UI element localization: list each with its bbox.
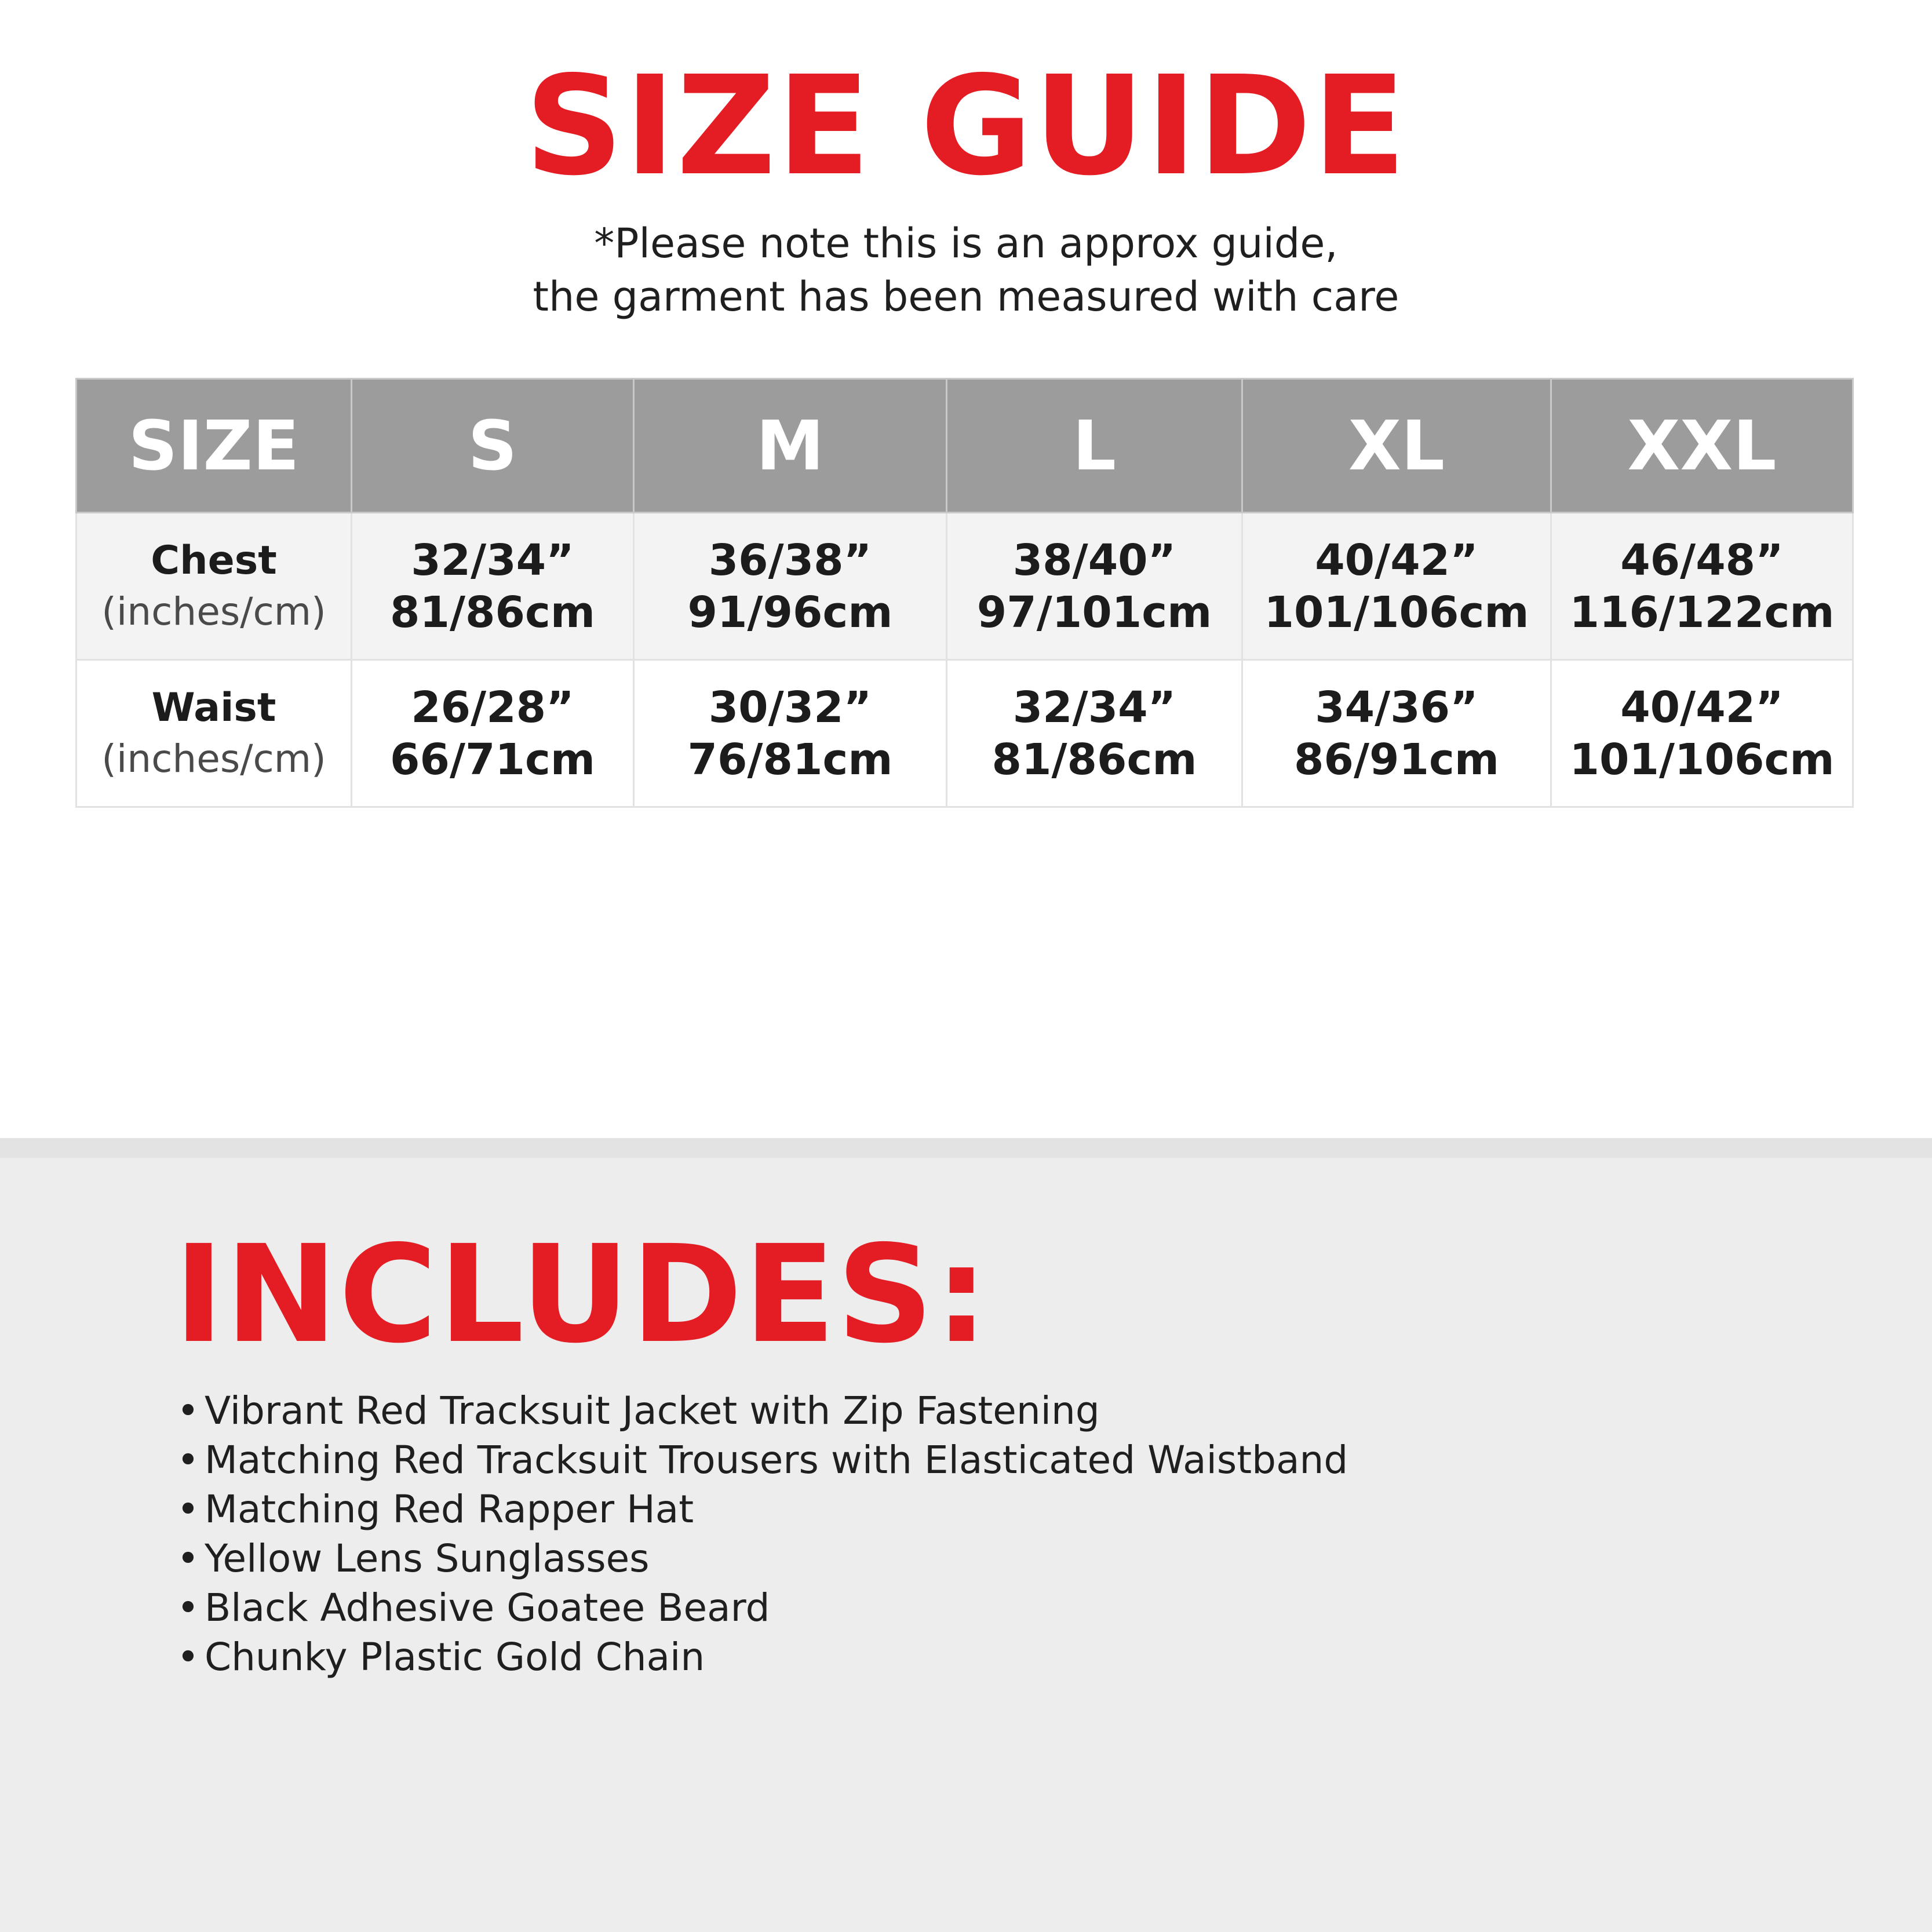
cell-inches: 38/40” bbox=[1012, 535, 1176, 585]
size-table bbox=[75, 378, 1854, 808]
table-cell-chest-s bbox=[352, 513, 634, 660]
list-item-text: Matching Red Rapper Hat bbox=[205, 1487, 694, 1532]
cell-inches: 30/32” bbox=[708, 682, 872, 732]
table-cell-waist-l bbox=[947, 660, 1242, 807]
row-label-text: Chest bbox=[151, 537, 277, 584]
column-header-xxl: XXL bbox=[1551, 379, 1853, 513]
size-note-line-2: the garment has been measured with care bbox=[533, 273, 1399, 320]
size-note bbox=[0, 217, 1932, 323]
row-label-chest bbox=[76, 513, 352, 660]
table-cell-chest-xl bbox=[1242, 513, 1551, 660]
table-cell-waist-xxl bbox=[1551, 660, 1853, 807]
cell-inches: 26/28” bbox=[411, 682, 574, 732]
table-cell-chest-l bbox=[947, 513, 1242, 660]
column-header-s: S bbox=[352, 379, 634, 513]
cell-cm: 101/106cm bbox=[1569, 734, 1835, 785]
cell-inches: 32/34” bbox=[1012, 682, 1176, 732]
cell-inches: 32/34” bbox=[411, 535, 574, 585]
table-cell-waist-xl bbox=[1242, 660, 1551, 807]
list-item bbox=[177, 1534, 1348, 1583]
list-item-text: Vibrant Red Tracksuit Jacket with Zip Fastening bbox=[205, 1388, 1100, 1433]
page-title: SIZE GUIDE bbox=[524, 46, 1408, 206]
list-item bbox=[177, 1386, 1348, 1435]
column-header-size: SIZE bbox=[76, 379, 352, 513]
table-cell-chest-xxl bbox=[1551, 513, 1853, 660]
row-label-text: Waist bbox=[151, 684, 276, 731]
table-cell-chest-m bbox=[634, 513, 947, 660]
cell-inches: 34/36” bbox=[1315, 682, 1478, 732]
cell-cm: 86/91cm bbox=[1294, 734, 1499, 785]
cell-cm: 81/86cm bbox=[991, 734, 1197, 785]
cell-cm: 81/86cm bbox=[390, 587, 595, 637]
list-item bbox=[177, 1583, 1348, 1632]
list-item bbox=[177, 1632, 1348, 1682]
row-label-unit: (inches/cm) bbox=[101, 589, 326, 634]
cell-inches: 36/38” bbox=[708, 535, 872, 585]
list-item-text: Matching Red Tracksuit Trousers with Elasticated Waistband bbox=[205, 1438, 1348, 1482]
includes-section bbox=[0, 1138, 1932, 1932]
cell-cm: 97/101cm bbox=[976, 587, 1212, 637]
list-item bbox=[177, 1485, 1348, 1534]
column-header-xl: XL bbox=[1242, 379, 1551, 513]
bullet-icon: • bbox=[177, 1388, 199, 1433]
includes-list bbox=[177, 1386, 1348, 1682]
cell-inches: 40/42” bbox=[1315, 535, 1478, 585]
list-item-text: Black Adhesive Goatee Beard bbox=[205, 1585, 770, 1630]
size-note-line-1: *Please note this is an approx guide, bbox=[594, 220, 1338, 267]
row-label-unit: (inches/cm) bbox=[101, 736, 326, 781]
table-row-waist bbox=[76, 660, 1853, 807]
table-cell-waist-m bbox=[634, 660, 947, 807]
column-header-m: M bbox=[634, 379, 947, 513]
cell-inches: 40/42” bbox=[1620, 682, 1784, 732]
cell-cm: 116/122cm bbox=[1569, 587, 1835, 637]
bullet-icon: • bbox=[177, 1438, 199, 1482]
bullet-icon: • bbox=[177, 1635, 199, 1679]
bullet-icon: • bbox=[177, 1585, 199, 1630]
column-header-l: L bbox=[947, 379, 1242, 513]
list-item bbox=[177, 1435, 1348, 1485]
table-row-chest bbox=[76, 513, 1853, 660]
cell-cm: 101/106cm bbox=[1264, 587, 1529, 637]
cell-cm: 91/96cm bbox=[687, 587, 893, 637]
bullet-icon: • bbox=[177, 1487, 199, 1532]
table-header-row bbox=[76, 379, 1853, 513]
table-cell-waist-s bbox=[352, 660, 634, 807]
cell-cm: 76/81cm bbox=[687, 734, 893, 785]
list-item-text: Yellow Lens Sunglasses bbox=[205, 1536, 650, 1581]
cell-cm: 66/71cm bbox=[390, 734, 595, 785]
cell-inches: 46/48” bbox=[1620, 535, 1784, 585]
list-item-text: Chunky Plastic Gold Chain bbox=[205, 1635, 705, 1679]
bullet-icon: • bbox=[177, 1536, 199, 1581]
includes-title: INCLUDES: bbox=[174, 1216, 990, 1373]
row-label-waist bbox=[76, 660, 352, 807]
